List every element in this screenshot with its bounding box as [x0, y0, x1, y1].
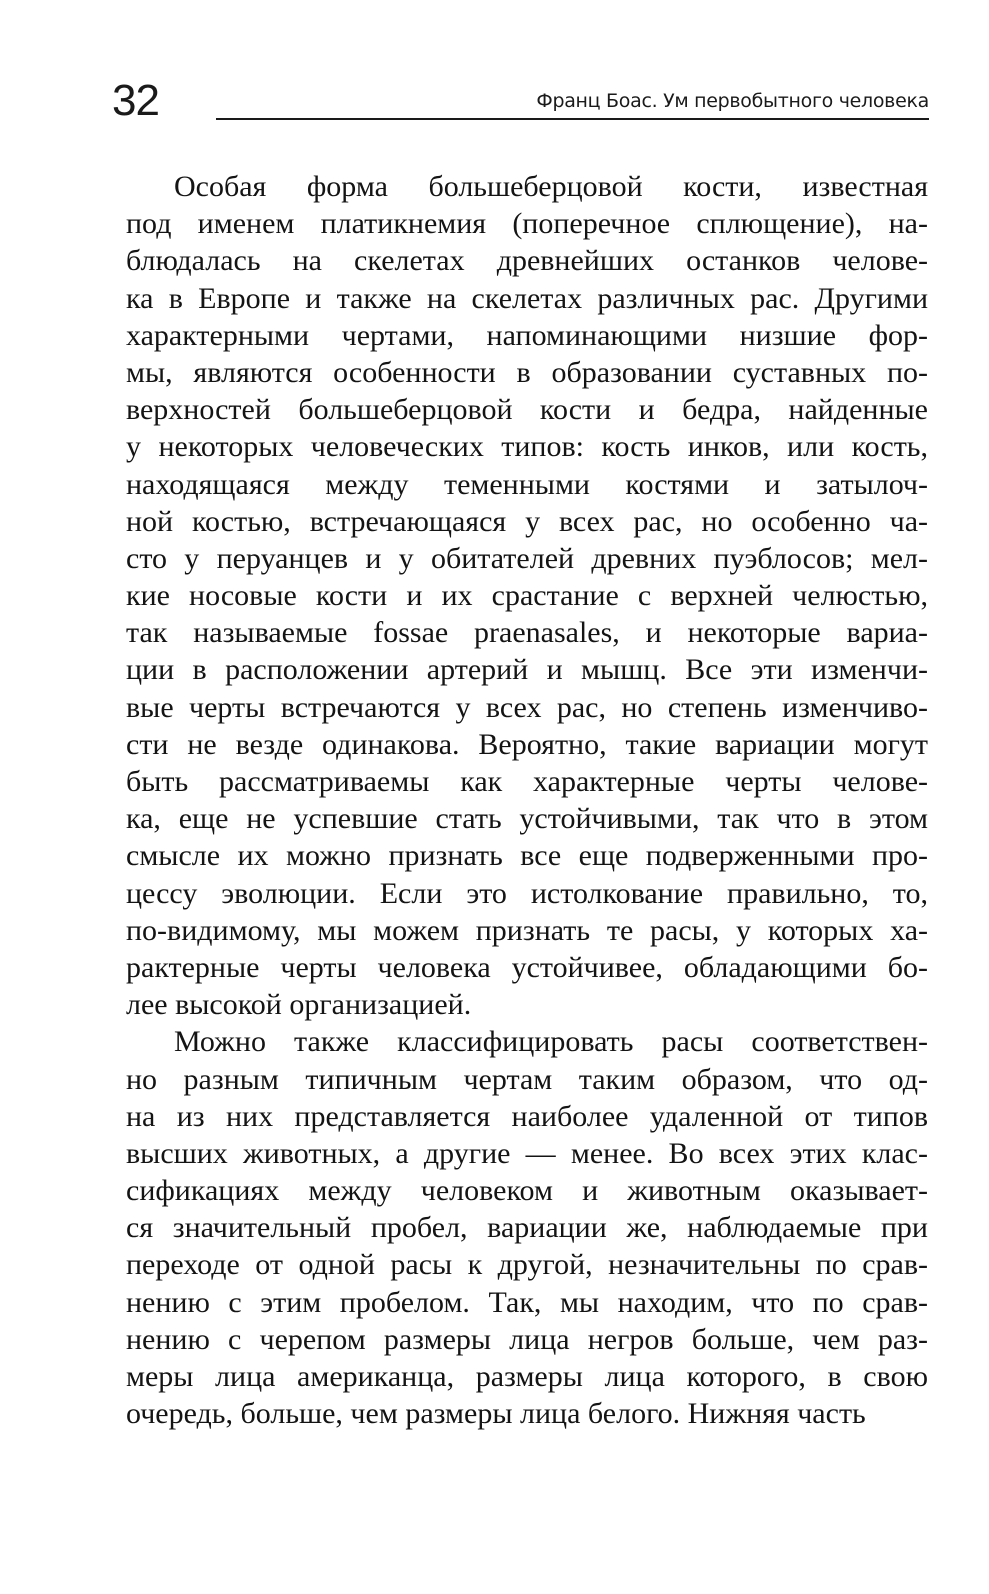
paragraph	[126, 168, 928, 1023]
text-line: переходе от одной расы к другой, незначительны по срав-	[126, 1248, 928, 1282]
text-line: на из них представляется наиболее удаленной от типов	[126, 1099, 928, 1133]
text-line: у некоторых человеческих типов: кость инков, или кость,	[126, 430, 928, 464]
text-line: мы, являются особенности в образовании суставных по-	[126, 355, 928, 389]
text-line: меры лица американца, размеры лица которого, в свою	[126, 1360, 928, 1393]
text-line: но разным типичным чертам таким образом, что од-	[126, 1062, 928, 1096]
text-line: блюдалась на скелетах древнейших останков челове-	[126, 244, 928, 278]
page-number: 32	[112, 76, 159, 125]
body-text	[126, 168, 928, 1432]
text-line: нению с этим пробелом. Так, мы находим, что по срав-	[126, 1285, 928, 1319]
text-line: нению с черепом размеры лица негров больше, чем раз-	[126, 1322, 928, 1356]
text-line: очередь, больше, чем размеры лица белого. Нижняя часть	[126, 1397, 866, 1431]
text-line: характерными чертами, напоминающими низшие фор-	[126, 318, 928, 352]
paragraph	[126, 1023, 928, 1432]
text-line: верхностей большеберцовой кости и бедра, найденные	[126, 393, 928, 427]
text-line: по-видимому, мы можем признать те расы, у которых ха-	[126, 913, 928, 947]
text-line: ся значительный пробел, вариации же, наблюдаемые при	[126, 1211, 928, 1245]
header-rule	[216, 118, 929, 120]
text-line: ной костью, встречающаяся у всех рас, но особенно ча-	[126, 504, 928, 538]
text-line: сификациях между человеком и животным оказывает-	[126, 1174, 928, 1208]
running-title: Франц Боас. Ум первобытного человека	[536, 90, 929, 112]
text-line: быть рассматриваемы как характерные черты челове-	[126, 765, 928, 798]
text-line: находящаяся между теменными костями и затылоч-	[126, 467, 928, 501]
text-line: сти не везде одинакова. Вероятно, такие вариации могут	[126, 727, 928, 761]
text-line: вые черты встречаются у всех рас, но степень изменчиво-	[126, 690, 928, 724]
text-line: кие носовые кости и их срастание с верхней челюстью,	[126, 579, 928, 613]
text-line: ка, еще не успевшие стать устойчивыми, так что в этом	[126, 802, 928, 836]
text-line: смысле их можно признать все еще подверженными про-	[126, 839, 928, 873]
text-line: лее высокой организацией.	[126, 988, 472, 1022]
text-line: ка в Европе и также на скелетах различных рас. Другими	[126, 281, 928, 315]
text-line: Особая форма большеберцовой кости, известная	[174, 170, 928, 203]
text-line: рактерные черты человека устойчивее, обладающими бо-	[126, 950, 928, 984]
text-line: цессу эволюции. Если это истолкование правильно, то,	[126, 876, 928, 910]
text-line: сто у перуанцев и у обитателей древних пуэблосов; мел-	[126, 541, 928, 575]
text-line: Можно также классифицировать расы соответствен-	[174, 1025, 928, 1059]
text-line: так называемые fossae praenasales, и некоторые вариа-	[126, 616, 928, 650]
text-line: высших животных, а другие — менее. Во всех этих клас-	[126, 1136, 928, 1170]
text-line: под именем платикнемия (поперечное сплющение), на-	[126, 207, 928, 241]
text-line: ции в расположении артерий и мышц. Все эти изменчи-	[126, 653, 928, 687]
